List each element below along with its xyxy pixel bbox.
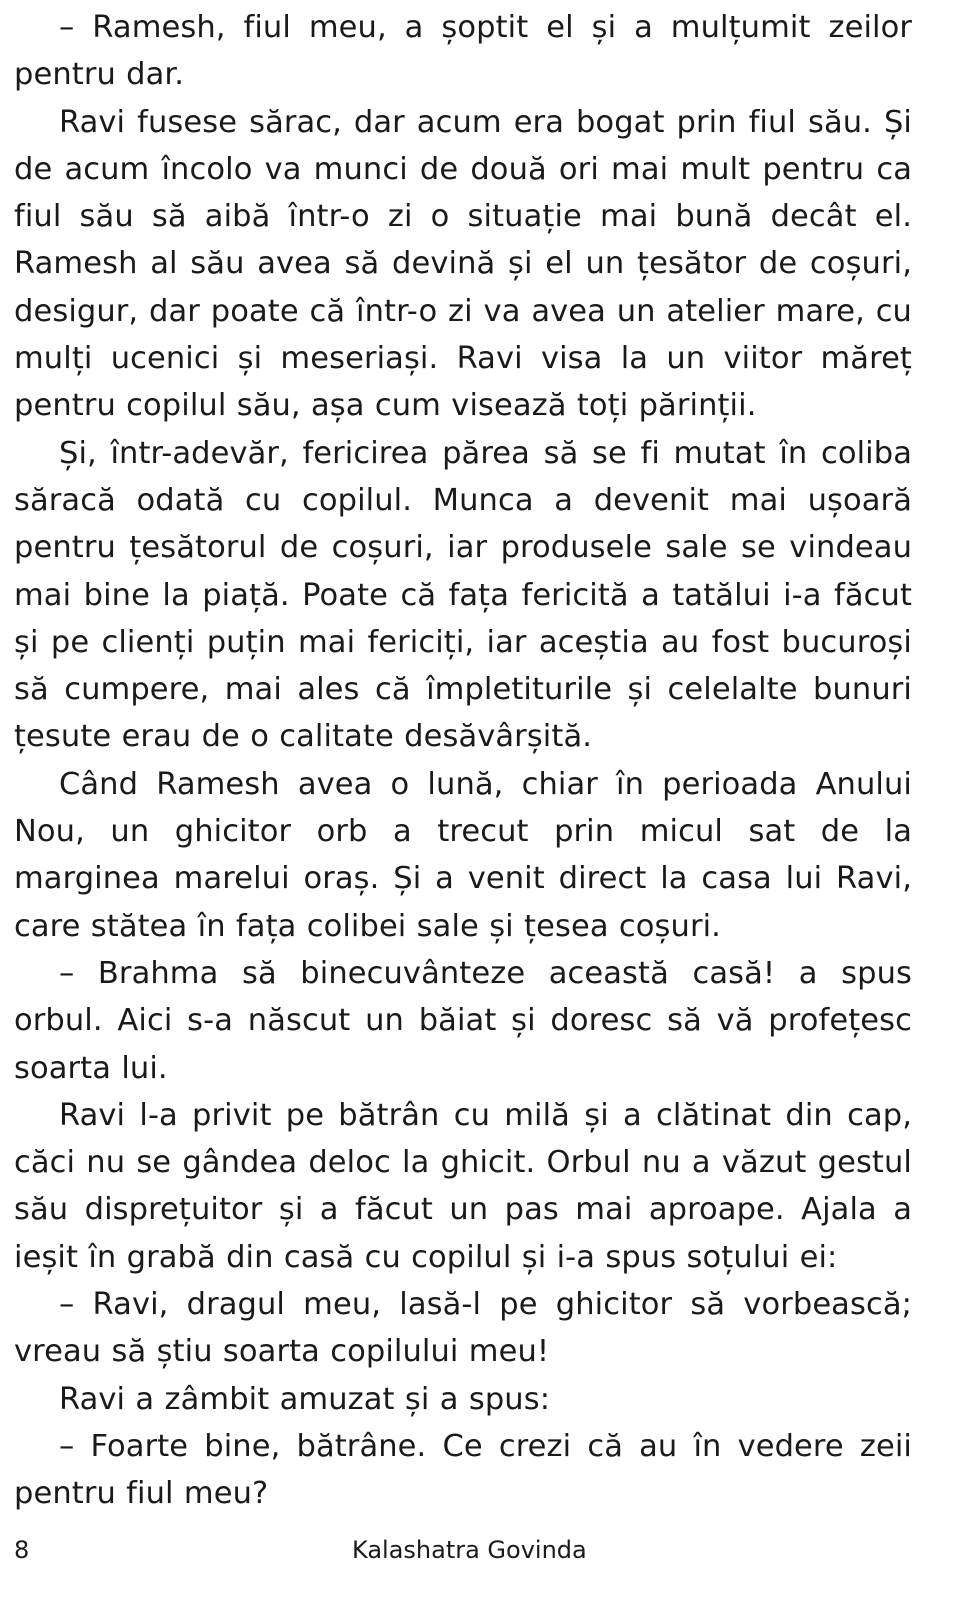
paragraph-6: Ravi l-a privit pe bătrân cu milă și a clătinat din cap, căci nu se gândea deloc la ghicit. Orbul nu a văzut gestul său disprețuitor și a făcut un pas mai aproape. Ajala a ieșit în grabă din casă cu copilul și i-a spus soțului ei: <box>14 1097 912 1275</box>
paragraph-5: – Brahma să binecuvânteze această casă! a spus orbul. Aici s-a născut un băiat și doresc să vă profețesc soarta lui. <box>14 955 912 1086</box>
paragraph-2: Ravi fusese sărac, dar acum era bogat prin fiul său. Și de acum încolo va munci de două ori mai mult pentru ca fiul său să aibă într-o zi o situație mai bună decât el. Ramesh al său avea să devină și el un țesător de coșuri, desigur, dar poate că într-o zi va avea un atelier mare, cu mulți ucenici și meseriași. Ravi visa la un viitor măreț pentru copilul său, așa cum visează toți părinții. <box>14 104 912 424</box>
page-footer <box>0 1532 972 1572</box>
paragraph-4: Când Ramesh avea o lună, chiar în perioada Anului Nou, un ghicitor orb a trecut prin micul sat de la marginea marelui oraș. Și a venit direct la casa lui Ravi, care stătea în fața colibei sale și țesea coșuri. <box>14 766 912 944</box>
running-title: Kalashatra Govinda <box>352 1536 587 1564</box>
paragraph-7: – Ravi, dragul meu, lasă-l pe ghicitor să vorbească; vreau să știu soarta copilului meu! <box>14 1287 912 1370</box>
page-number: 8 <box>14 1536 30 1564</box>
book-page-text <box>14 4 912 1518</box>
paragraph-8: Ravi a zâmbit amuzat și a spus: <box>59 1381 551 1417</box>
paragraph-3: Și, într-adevăr, fericirea părea să se fi mutat în coliba săracă odată cu copilul. Munca a devenit mai ușoară pentru țesătorul de coșuri, iar produsele sale se vindeau mai bine la piață. Poate că fața fericită a tatălui i-a făcut și pe clienți puțin mai fericiți, iar aceștia au fost bucuroși să cumpere, mai ales că împletiturile și celelalte bunuri țesute erau de o calitate desăvârșită. <box>14 435 912 755</box>
paragraph-1: – Ramesh, fiul meu, a șoptit el și a mulțumit zeilor pentru dar. <box>14 10 912 93</box>
paragraph-9: – Foarte bine, bătrâne. Ce crezi că au în vedere zeii pentru fiul meu? <box>14 1428 912 1512</box>
